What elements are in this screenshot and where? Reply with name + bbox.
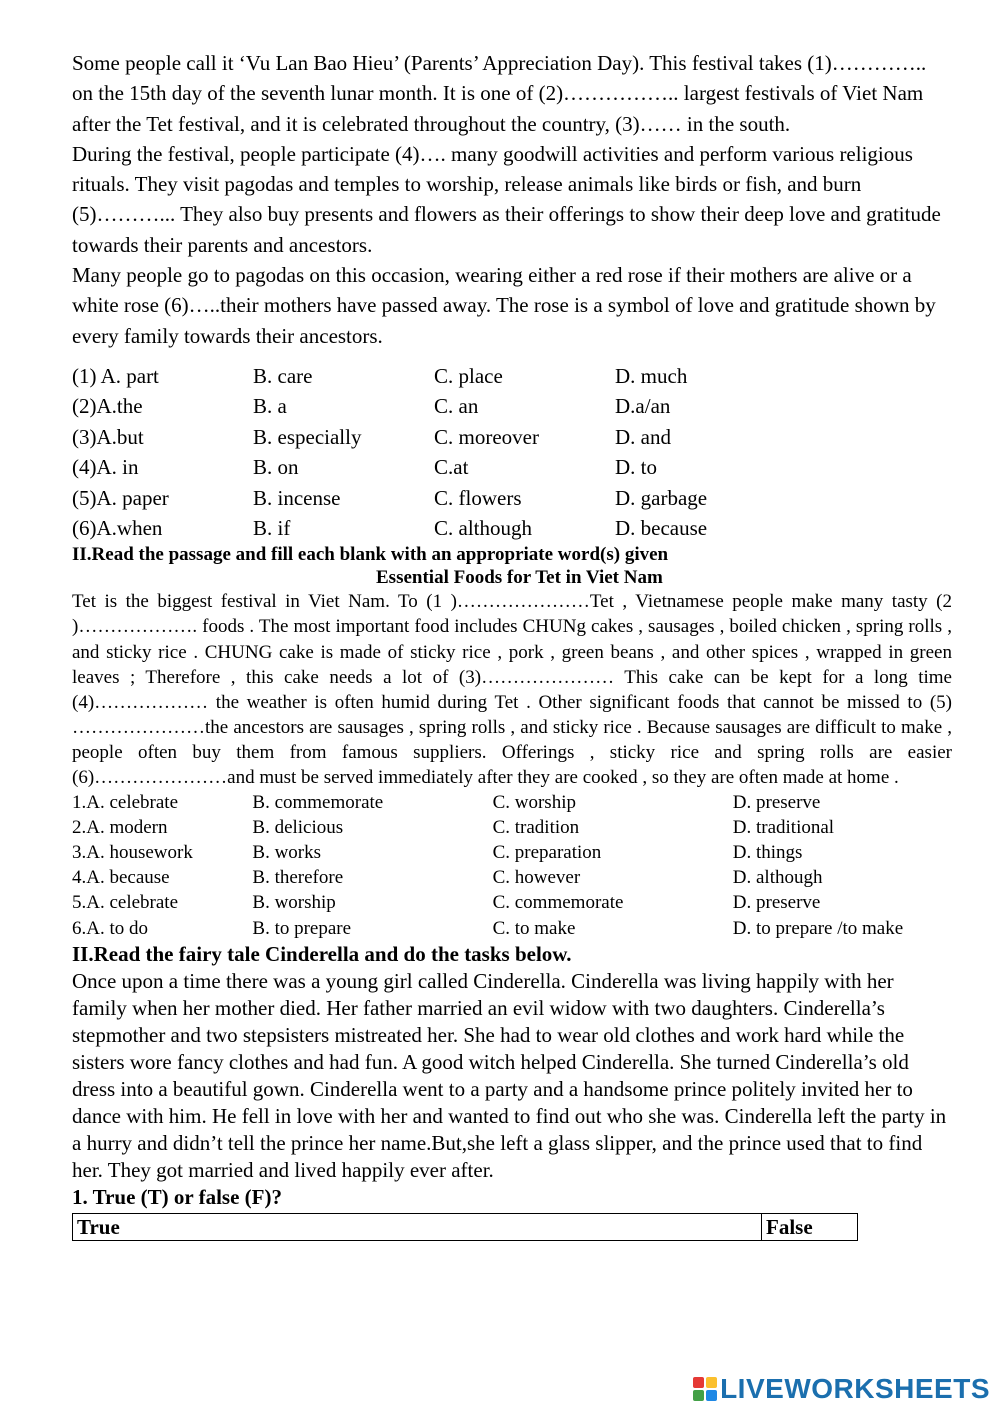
option-a: 6.A. to do: [72, 917, 148, 939]
option-d: D. things: [732, 842, 803, 864]
true-false-task-title: 1. True (T) or false (F)?: [72, 1184, 282, 1209]
liveworksheets-logo-icon: [692, 1376, 718, 1402]
option-b: B. works: [252, 842, 322, 864]
option-row: [72, 361, 952, 391]
passage-1-options: [72, 361, 952, 543]
option-d: D. because: [615, 515, 708, 540]
option-c: C. preparation: [492, 842, 602, 864]
option-b: B. delicious: [252, 817, 344, 839]
option-d: D.a/an: [615, 394, 671, 419]
section-2-title: Essential Foods for Tet in Viet Nam: [376, 567, 663, 589]
option-a: (2)A.the: [72, 394, 143, 419]
option-b: B. commemorate: [252, 792, 384, 814]
section-2-options: [72, 790, 952, 941]
option-c: C. flowers: [434, 485, 522, 510]
option-b: B. if: [253, 515, 291, 540]
passage-1-paragraph: Some people call it ‘Vu Lan Bao Hieu’ (Parents’ Appreciation Day). This festival takes (1)………….. on the 15th day of the seventh lunar month. It is one of (2)…………….. largest festivals of Viet Nam after the Tet festival, and it is celebrated throughout the country, (3)…… in the south.: [72, 51, 927, 136]
option-row: [72, 840, 952, 865]
option-b: B. care: [253, 363, 313, 388]
cinderella-story: Once upon a time there was a young girl called Cinderella. Cinderella was living happily with her family when her mother died. Her father married an evil widow with two daughters. Cinderella’s stepmother and two stepsisters mistreated her. She had to wear old clothes and work hard while the sisters wore fancy clothes and had fun. A good witch helped Cinderella. She turned Cinderella’s old dress into a beautiful gown. Cinderella went to a party and a handsome prince politely invited her to dance with him. He fell in love with her and wanted to find out who she was. Cinderella left the party in a hurry and didn’t tell the prince her name.But,she left a glass slipper, and the prince used that to find her. They got married and lived happily ever after.: [72, 968, 947, 1182]
section-2-passage: Tet is the biggest festival in Viet Nam. To (1 )…………………Tet , Vietnamese people make many tasty (2 )………………. foods . The most important food includes CHUNg cakes , sausages , boiled chicken , spring rolls , and sticky rice . CHUNG cake is made of sticky rice , pork , green beans , and other spices , wrapped in green leaves ; Therefore , this cake needs a lot of (3)………………… This cake can be kept for a long time (4)……………… the weather is often humid during Tet . Other significant foods that cannot be missed to (5) …………………the ancestors are sausages , spring rolls , and sticky rice . Because sausages are difficult to make , people often buy them from famous suppliers. Offerings , sticky rice and spring rolls are easier (6)…………………and must be served immediately after they are cooked , so they are often made at home .: [72, 591, 952, 788]
option-d: D. and: [615, 424, 671, 449]
option-c: C. commemorate: [492, 892, 624, 914]
option-b: B. incense: [253, 485, 341, 510]
option-d: D. preserve: [732, 892, 821, 914]
option-c: C.at: [434, 455, 469, 480]
option-row: [72, 916, 952, 941]
option-a: 1.A. celebrate: [72, 792, 179, 814]
passage-1-paragraph: Many people go to pagodas on this occasion, wearing either a red rose if their mothers are alive or a white rose (6)…..their mothers have passed away. The rose is a symbol of love and gratitude shown by every family towards their ancestors.: [72, 263, 936, 348]
true-column-header: True: [73, 1213, 762, 1240]
option-b: B. a: [253, 394, 287, 419]
option-d: D. preserve: [732, 792, 821, 814]
option-row: [72, 890, 952, 915]
option-a: 3.A. housework: [72, 842, 193, 864]
option-c: C. an: [434, 394, 479, 419]
option-c: C. however: [492, 867, 581, 889]
worksheet-page: [72, 48, 952, 1241]
passage-1-paragraph: During the festival, people participate (4)…. many goodwill activities and perform various religious rituals. They visit pagodas and temples to worship, release animals like birds or fish, and burn (5)………... They also buy presents and flowers as their offerings to show their deep love and gratitude towards their parents and ancestors.: [72, 141, 941, 257]
option-a: (6)A.when: [72, 515, 163, 540]
option-c: C. place: [434, 363, 503, 388]
option-d: D. traditional: [732, 817, 835, 839]
option-d: D. although: [732, 867, 823, 889]
option-a: (5)A. paper: [72, 485, 169, 510]
option-d: D. to prepare /to make: [732, 917, 904, 939]
option-b: B. especially: [253, 424, 362, 449]
true-false-table: [72, 1213, 858, 1241]
option-a: 5.A. celebrate: [72, 892, 179, 914]
liveworksheets-logo-text: LIVEWORKSHEETS: [720, 1373, 990, 1404]
option-d: D. garbage: [615, 485, 708, 510]
option-row: [72, 815, 952, 840]
option-a: (1) A. part: [72, 363, 159, 388]
option-a: 2.A. modern: [72, 817, 168, 839]
option-b: B. worship: [252, 892, 336, 914]
false-column-header: False: [762, 1213, 858, 1240]
option-d: D. much: [615, 363, 688, 388]
option-a: 4.A. because: [72, 867, 170, 889]
table-header-row: [73, 1213, 858, 1240]
option-row: [72, 865, 952, 890]
option-row: [72, 513, 952, 543]
option-row: [72, 483, 952, 513]
option-b: B. on: [253, 455, 299, 480]
option-a: (3)A.but: [72, 424, 144, 449]
option-c: C. tradition: [492, 817, 580, 839]
section-2-heading: II.Read the passage and fill each blank with an appropriate word(s) given: [72, 544, 669, 566]
option-a: (4)A. in: [72, 455, 139, 480]
option-c: C. worship: [492, 792, 576, 814]
section-3-heading: II.Read the fairy tale Cinderella and do the tasks below.: [72, 941, 572, 966]
liveworksheets-logo: [692, 1373, 990, 1405]
option-c: C. to make: [492, 917, 576, 939]
option-c: C. although: [434, 515, 532, 540]
option-row: [72, 452, 952, 482]
option-d: D. to: [615, 455, 657, 480]
passage-1: [72, 48, 952, 351]
option-row: [72, 391, 952, 421]
option-b: B. therefore: [252, 867, 344, 889]
option-row: [72, 422, 952, 452]
option-row: [72, 790, 952, 815]
option-b: B. to prepare: [252, 917, 352, 939]
option-c: C. moreover: [434, 424, 539, 449]
